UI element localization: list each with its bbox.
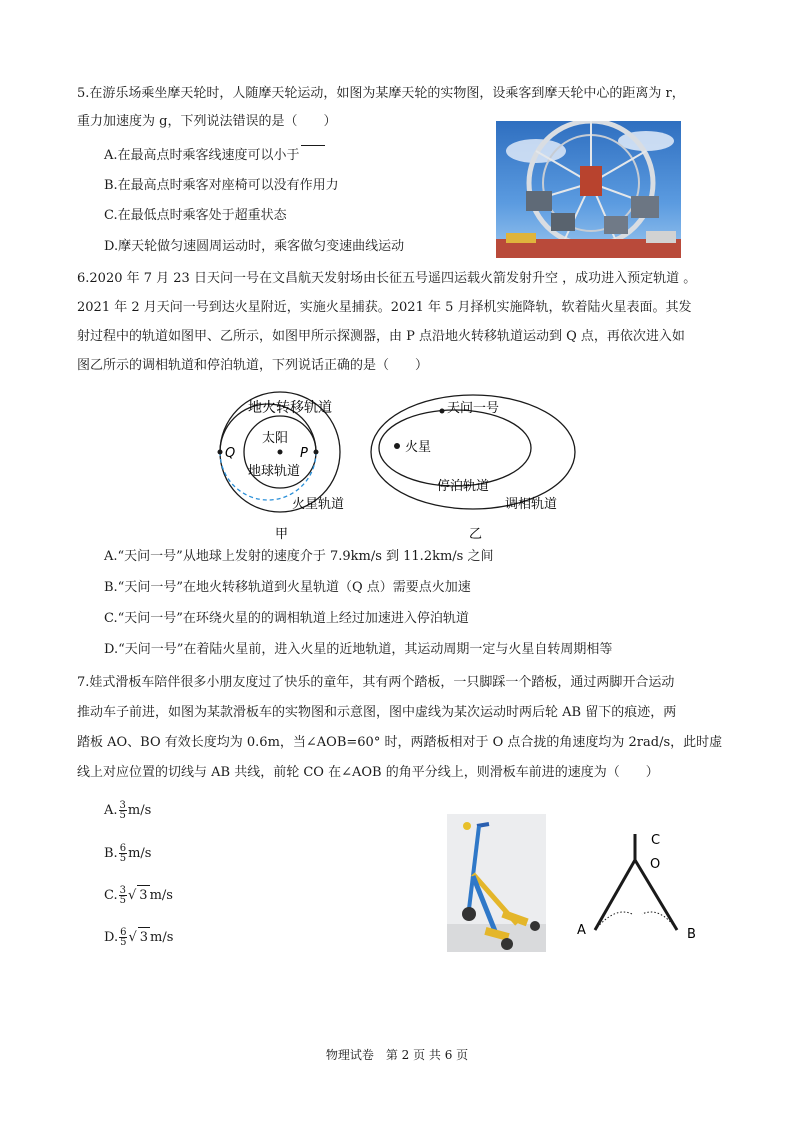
ferris-wheel-photo [496,121,681,258]
label-a: A [577,923,586,938]
page-footer: 物理试卷 第 2 页 共 6 页 [325,1048,469,1062]
orbit-diagram-jia [200,390,375,545]
p-point [314,450,319,455]
q5-stem-line1: 5.在游乐场乘坐摩天轮时，人随摩天轮运动，如图为某摩天轮的实物图，设乘客到摩天轮中心的距离为 r， [77,86,685,101]
q6-stem-line1: 6.2020 年 7 月 23 日天问一号在文昌航天发射场由长征五号遥四运载火箭发射升空 ，成功进入预定轨道 。 [77,271,697,286]
q7-stem-line2: 推动车子前进，如图为某款滑板车的实物图和示意图，图中虚线为某次运动时两后轮 AB 留下的痕迹，两 [77,705,677,720]
transfer-orbit-label: 地火转移轨道 [248,400,332,416]
scooter-photo [447,814,546,952]
probe-dot [440,409,445,414]
parking-orbit-ellipse [379,410,531,486]
q-point [218,450,223,455]
parking-orbit-label: 停泊轨道 [437,479,490,494]
sun-dot [278,450,283,455]
figure-caption-jia: 甲 [275,527,289,542]
label-b: B [687,927,696,942]
q6-stem-line2: 2021 年 2 月天问一号到达火星附近，实施火星捕获。2021 年 5 月择机实施降轨，软着陆火星表面。其发 [77,300,692,315]
q7-stem-line1: 7.娃式滑板车陪伴很多小朋友度过了快乐的童年，其有两个踏板，一只脚踩一个踏板，通过两脚开合运动 [77,675,675,690]
q6-stem-line3: 射过程中的轨道如图甲、乙所示，如图甲所示探测器，由 P 点沿地火转移轨道运动到 Q 点，再依次进入如 [77,329,685,344]
phasing-orbit-label: 调相轨道 [505,497,558,512]
q7-stem-line4: 线上对应位置的切线与 AB 共线，前轮 CO 在∠AOB 的角平分线上，则滑板车前进的速度为（ ） [77,765,659,780]
q6-option-d: D.“天问一号”在着陆火星前，进入火星的近地轨道，其运动周期一定与火星自转周期相等 [104,642,613,657]
earth-orbit-label: 地球轨道 [248,464,301,479]
q5-stem-line2: 重力加速度为 g，下列说法错误的是（ ） [77,114,337,129]
q5-option-b: B.在最高点时乘客对座椅可以没有作用力 [104,178,339,193]
q6-option-c: C.“天问一号”在环绕火星的的调相轨道上经过加速进入停泊轨道 [104,611,469,626]
orbit-diagram-yi [365,390,580,545]
label-o: O [650,857,661,872]
q5-option-c: C.在最低点时乘客处于超重状态 [104,208,287,223]
q6-option-a: A.“天问一号”从地球上发射的速度介于 7.9km/s 到 11.2km/s 之间 [104,549,494,564]
q7-option-c: C. $\frac{3}{5}$ √ 3 m/s [104,885,173,906]
q7-stem-line3: 踏板 AO、BO 有效长度均为 0.6m，当∠AOB=60° 时，两踏板相对于 O 点合拢的角速度均为 2rad/s，此时虚 [77,735,723,750]
q6-option-b: B.“天问一号”在地火转移轨道到火星轨道（Q 点）需要点火加速 [104,580,471,595]
q5-option-a: A.在最高点时乘客线速度可以小于 ​ [104,145,325,166]
mars-orbit-label: 火星轨道 [292,497,345,512]
q7-option-b: B. $\frac{6}{5}$ m/s [104,843,152,864]
label-c: C [651,833,661,848]
pedal-ao [595,860,635,930]
q7-option-d: D. $\frac{6}{5}$ √ 3 m/s [104,927,174,948]
q6-stem-line4: 图乙所示的调相轨道和停泊轨道，下列说话正确的是（ ） [77,358,429,373]
q5-option-d: D.摩天轮做匀速圆周运动时，乘客做匀变速曲线运动 [104,239,405,254]
q-label: Q [225,446,236,461]
mars-label: 火星 [405,440,432,455]
sqrt-sign: ​ [301,145,326,166]
scooter-schematic [565,826,710,946]
q7-option-a: A. $\frac{3}{5}$ m/s [104,800,152,821]
sun-label: 太阳 [262,431,289,446]
probe-label: 天问一号 [447,401,500,416]
figure-caption-yi: 乙 [469,527,483,542]
mars-dot [394,443,400,449]
p-label: P [300,446,308,461]
